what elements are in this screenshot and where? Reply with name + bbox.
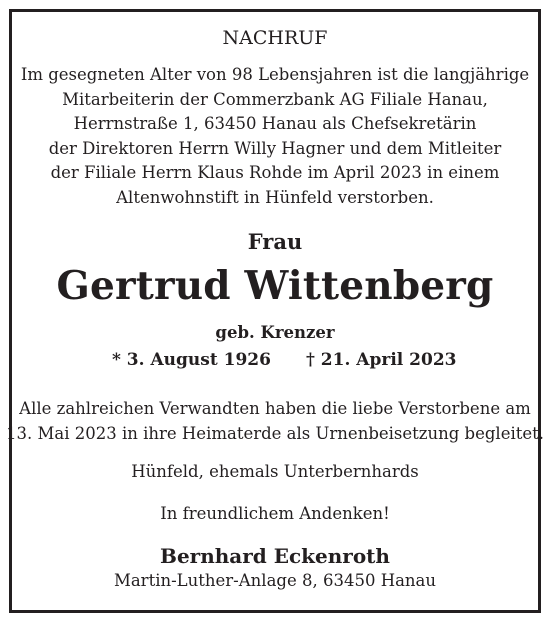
date-of-death: † 21. April 2023 — [306, 350, 457, 370]
deceased-name: Gertrud Wittenberg — [56, 263, 494, 309]
notice-heading: NACHRUF — [222, 27, 328, 49]
intro-line: Im gesegneten Alter von 98 Lebensjahren ist die langjährige — [20, 65, 530, 84]
intro-line: Mitarbeiterin der Commerzbank AG Filiale Hanau, — [62, 89, 488, 109]
intro-line: der Direktoren Herrn Willy Hagner und dem Mitleiter — [48, 138, 502, 158]
intro-line: Altenwohnstift in Hünfeld verstorben. — [116, 187, 434, 207]
intro-paragraph — [0, 63, 550, 211]
date-of-birth: * 3. August 1926 — [112, 350, 271, 370]
name-prefix: Frau — [247, 229, 303, 254]
body-line: Alle zahlreichen Verwandten haben die liebe Verstorbene am — [19, 399, 531, 418]
intro-line: der Filiale Herrn Klaus Rohde im April 2023 in einem — [50, 163, 500, 183]
signer-address: Martin-Luther-Anlage 8, 63450 Hanau — [113, 571, 437, 590]
place-line: Hünfeld, ehemals Unterbernhards — [131, 462, 419, 481]
body-paragraph — [0, 397, 550, 446]
body-line: 13. Mai 2023 in ihre Heimaterde als Urnenbeisetzung begleitet. — [5, 423, 545, 443]
intro-line: Herrnstraße 1, 63450 Hanau als Chefsekretärin — [73, 114, 477, 134]
signer-name: Bernhard Eckenroth — [160, 544, 390, 568]
birth-name: geb. Krenzer — [215, 323, 335, 342]
closing-line: In freundlichem Andenken! — [160, 504, 390, 523]
